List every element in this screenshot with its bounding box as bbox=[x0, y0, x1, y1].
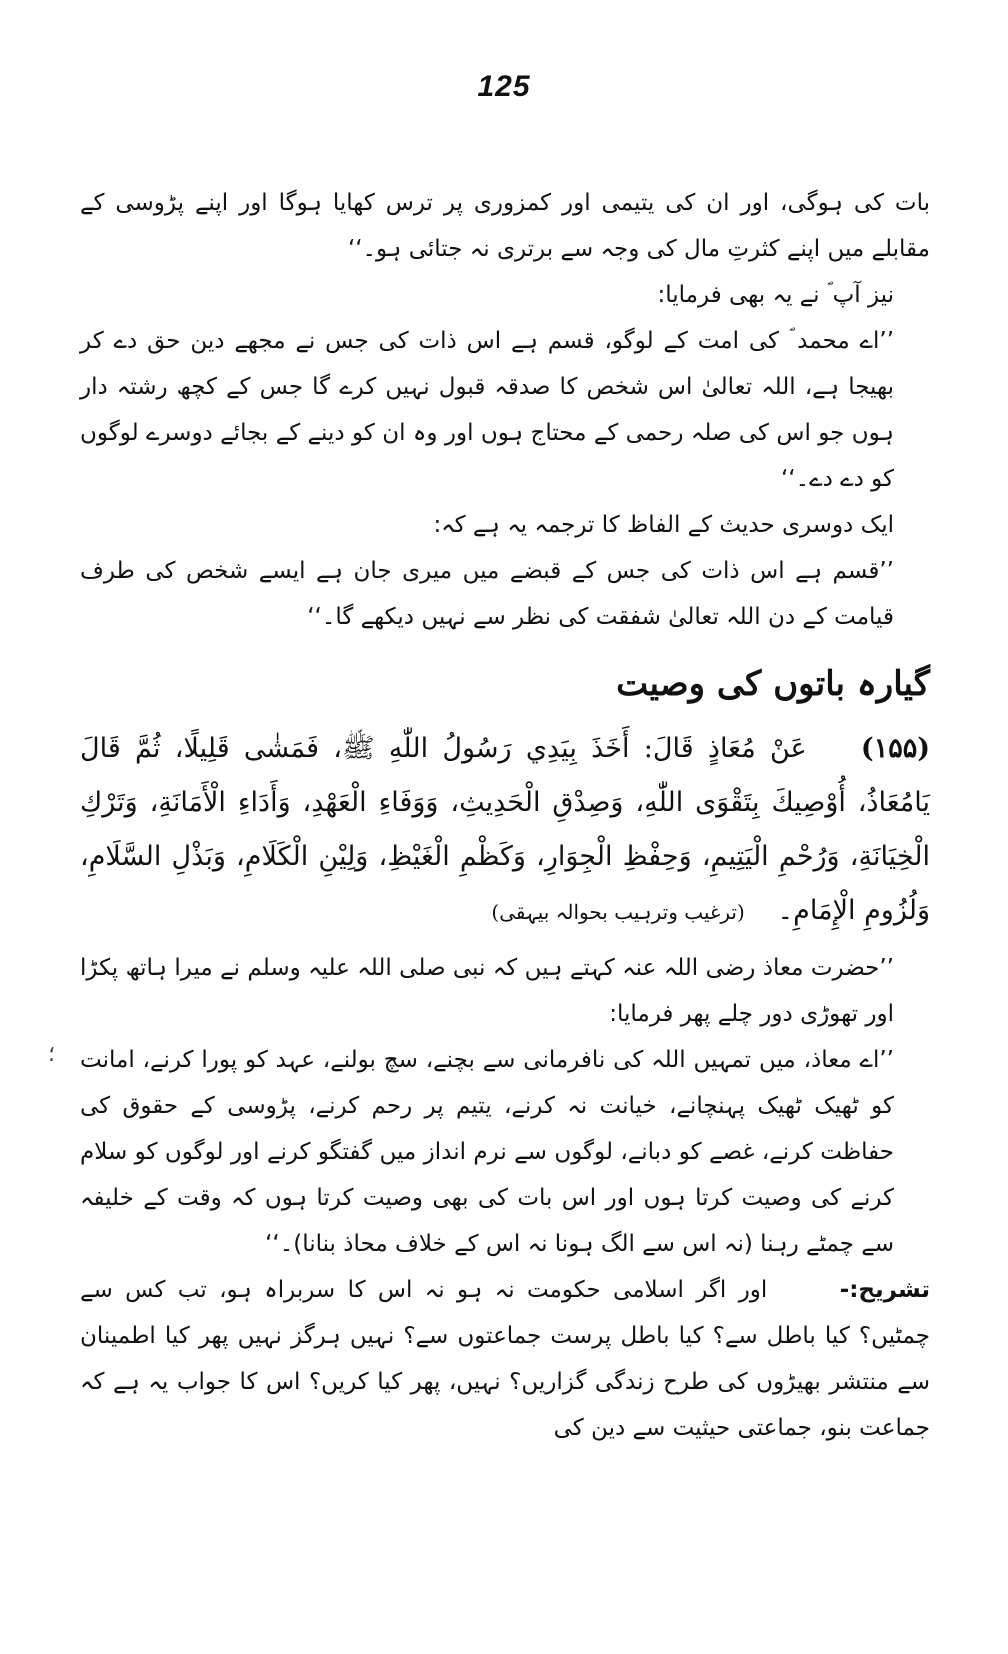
sharh-label: تشریح:- bbox=[839, 1277, 930, 1303]
sharh-text: اور اگر اسلامی حکومت نہ ہو نہ اس کا سربراہ ہو، تب کس سے چمٹیں؟ کیا باطل سے؟ کیا باطل پرست جماعتوں سے؟ نہیں ہرگز نہیں پھر کیا اطمینان سے منتشر بھیڑوں کی طرح زندگی گزاریں؟ نہیں، پھر کیا کریں؟ اس کا جواب یہ ہے کہ جماعت بنو، جماعتی حیثیت سے دین کی bbox=[80, 1277, 930, 1441]
paragraph-6: ’’حضرت معاذ رضی اللہ عنہ کہتے ہیں کہ نبی صلی اللہ علیہ وسلم نے میرا ہاتھ پکڑا اور تھوڑی دور چلے پھر فرمایا: bbox=[80, 955, 894, 1027]
section-heading: گیارہ باتوں کی وصیت bbox=[616, 664, 930, 704]
hadith-block bbox=[80, 722, 930, 939]
paragraph-4: ایک دوسری حدیث کے الفاظ کا ترجمہ یہ ہے کہ: bbox=[433, 512, 894, 538]
page-content bbox=[80, 180, 930, 1451]
hadith-reference: (ترغیب وترہیب بحوالہ بیہقی) bbox=[491, 900, 745, 924]
hadith-arabic-text: عَنْ مُعَاذٍ قَالَ: أَخَذَ بِيَدِي رَسُولُ اللّٰهِ ﷺ، فَمَشٰى قَلِيلًا، ثُمَّ قَالَ يَامُعَاذُ، أُوْصِيكَ بِتَقْوَى اللّٰهِ، وَصِدْقِ الْحَدِيثِ، وَوَفَاءِ الْعَهْدِ، وَأَدَاءِ الْأَمَانَةِ، وَتَرْكِ الْخِيَانَةِ، وَرُحْمِ الْيَتِيمِ، وَحِفْظِ الْجِوَارِ، وَكَظْمِ الْغَيْظِ، وَلِيْنِ الْكَلَامِ، وَبَذْلِ السَّلَامِ، وَلُزُومِ الْإِمَامِ۔ bbox=[80, 733, 930, 926]
paragraph-3: ’’اے محمد ؐ کی امت کے لوگو، قسم ہے اس ذات کی جس نے مجھے دین حق دے کر بھیجا ہے، اللہ تعالیٰ اس شخص کا صدقہ قبول نہیں کرے گا جس کے کچھ رشتہ دار ہوں جو اس کی صلہ رحمی کے محتاج ہوں اور وہ ان کو دینے کے بجائے دوسرے لوگوں کو دے دے۔‘‘ bbox=[80, 328, 894, 492]
page-number: 125 bbox=[477, 70, 531, 103]
sharh-paragraph bbox=[80, 1267, 930, 1451]
hadith-number: (۱۵۵) bbox=[860, 733, 930, 764]
paragraph-7: ’’اے معاذ، میں تمہیں اللہ کی نافرمانی سے بچنے، سچ بولنے، عہد کو پورا کرنے، امانت کو ٹھیک ٹھیک پہنچانے، خیانت نہ کرنے، یتیم پر رحم کرنے، پڑوسی کے حقوق کی حفاظت کرنے، غصے کو دبانے، لوگوں سے نرم انداز میں گفتگو کرنے اور لوگوں کو سلام کرنے کی وصیت کرتا ہوں اور اس بات کی بھی وصیت کرتا ہوں کہ وقت کے خلیفہ سے چمٹے رہنا (نہ اس سے الگ ہونا نہ اس کے خلاف محاذ بنانا)۔‘‘ bbox=[80, 1047, 894, 1257]
paragraph-5: ’’قسم ہے اس ذات کی جس کے قبضے میں میری جان ہے ایسے شخص کی طرف قیامت کے دن اللہ تعالیٰ شفقت کی نظر سے نہیں دیکھے گا۔‘‘ bbox=[80, 558, 894, 630]
paragraph-2: نیز آپ ؐ نے یہ بھی فرمایا: bbox=[657, 282, 894, 308]
paragraph-1: بات کی ہوگی، اور ان کی یتیمی اور کمزوری پر ترس کھایا ہوگا اور اپنے پڑوسی کے مقابلے میں اپنے کثرتِ مال کی وجہ سے برتری نہ جتائی ہو۔‘‘ bbox=[80, 190, 930, 262]
margin-mark: ؛ bbox=[48, 1042, 55, 1067]
